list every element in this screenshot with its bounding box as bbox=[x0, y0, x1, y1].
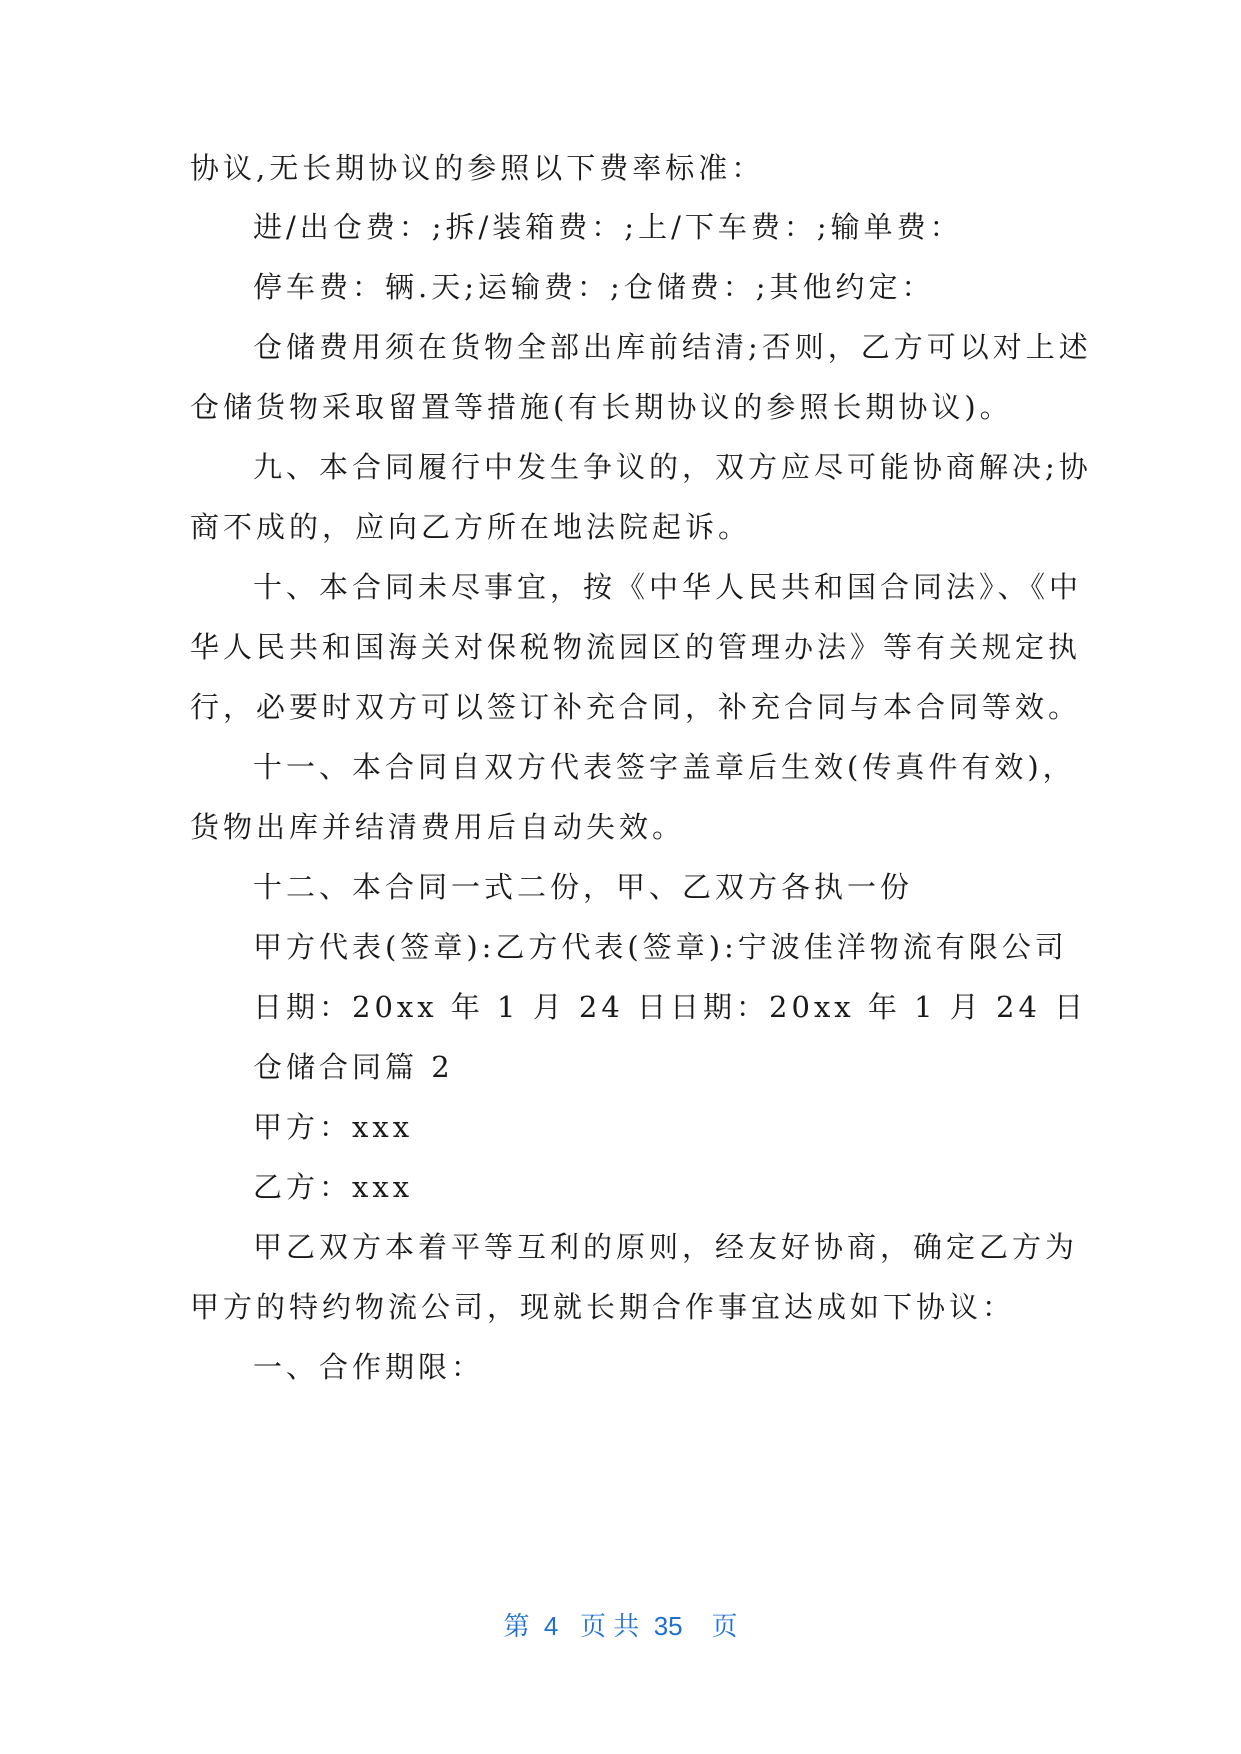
text-line: 甲方：xxx bbox=[253, 1110, 414, 1144]
text-line: 货物出库并结清费用后自动失效。 bbox=[190, 810, 686, 844]
text-line: 进/出仓费：;拆/装箱费：;上/下车费：;输单费： bbox=[253, 210, 963, 244]
text-line: 仓储费用须在货物全部出库前结清;否则，乙方可以对上述 bbox=[253, 330, 1092, 364]
text-line: 华人民共和国海关对保税物流园区的管理办法》等有关规定执 bbox=[190, 630, 1082, 664]
text-line: 行，必要时双方可以签订补充合同，补充合同与本合同等效。 bbox=[190, 690, 1082, 724]
text-line: 十、本合同未尽事宜，按《中华人民共和国合同法》、《中 bbox=[253, 570, 1083, 604]
text-line: 一、合作期限： bbox=[253, 1350, 485, 1384]
page-number-footer: 第 4 页 共 35 页 bbox=[503, 1611, 738, 1641]
text-line: 协议,无长期协议的参照以下费率标准： bbox=[190, 151, 765, 185]
section-heading: 仓储合同篇 2 bbox=[253, 1050, 454, 1084]
text-line: 甲乙双方本着平等互利的原则，经友好协商，确定乙方为 bbox=[253, 1230, 1079, 1264]
text-line: 甲方代表(签章):乙方代表(签章):宁波佳洋物流有限公司 bbox=[253, 930, 1068, 964]
text-line: 日期：20xx 年 1 月 24 日日期：20xx 年 1 月 24 日 bbox=[253, 990, 1088, 1024]
text-line: 十一、本合同自双方代表签字盖章后生效(传真件有效)， bbox=[253, 750, 1076, 784]
text-line: 乙方：xxx bbox=[253, 1170, 414, 1204]
text-line: 十二、本合同一式二份，甲、乙双方各执一份 bbox=[253, 870, 914, 904]
text-line: 甲方的特约物流公司，现就长期合作事宜达成如下协议： bbox=[190, 1290, 1016, 1324]
text-line: 九、本合同履行中发生争议的，双方应尽可能协商解决;协 bbox=[253, 450, 1092, 484]
text-line: 仓储货物采取留置等措施(有长期协议的参照长期协议)。 bbox=[190, 390, 1013, 424]
text-line: 停车费：辆.天;运输费：;仓储费：;其他约定： bbox=[253, 270, 935, 304]
text-line: 商不成的，应向乙方所在地法院起诉。 bbox=[190, 510, 752, 544]
